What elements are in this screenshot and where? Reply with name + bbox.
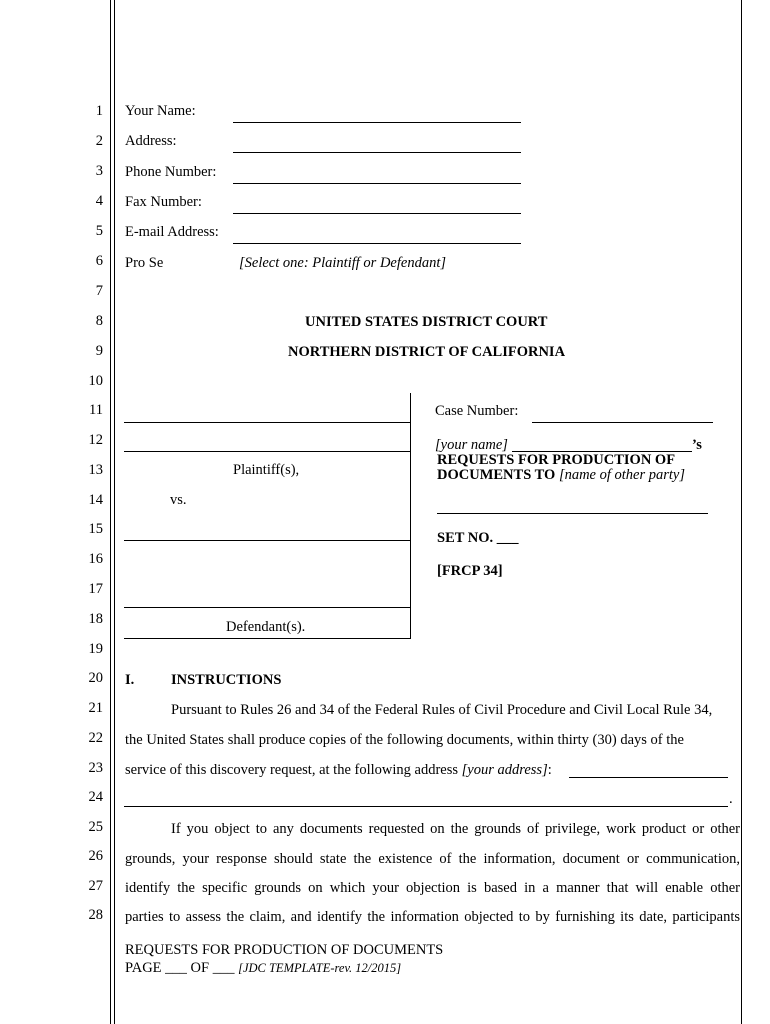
line-number: 23: [88, 760, 103, 776]
phone-number-label: Phone Number:: [125, 164, 217, 180]
set-number: SET NO. ___: [437, 530, 519, 546]
line-number: 5: [95, 223, 103, 239]
your-address-placeholder: [your address]: [461, 762, 548, 778]
line-number: 10: [88, 373, 103, 389]
line-number: 9: [95, 343, 103, 359]
caption-bottom-rule: [124, 638, 411, 639]
line-number: 6: [95, 253, 103, 269]
line-number: 18: [88, 611, 103, 627]
line-number: 3: [95, 163, 103, 179]
defendants-label: Defendant(s).: [226, 619, 306, 635]
line-number: 28: [88, 907, 103, 923]
line-number: 8: [95, 313, 103, 329]
caption-divider: [410, 393, 411, 639]
fax-number-label: Fax Number:: [125, 194, 202, 210]
document-title-line-2: [437, 467, 685, 484]
line-number: 15: [88, 521, 103, 537]
line-number: 27: [88, 878, 103, 894]
line-number: 21: [88, 700, 103, 716]
document-title-line-1: REQUESTS FOR PRODUCTION OF: [437, 452, 676, 468]
plaintiffs-label: Plaintiff(s),: [233, 462, 300, 478]
section-numeral: I.: [125, 672, 135, 688]
other-party-field[interactable]: [437, 513, 708, 514]
line-number: 19: [88, 641, 103, 657]
paragraph-2-line-4: parties to assess the claim, and identify the information objected to by furnishing its date, participants: [125, 909, 740, 925]
paragraph-2-line-3: identify the specific grounds on which your objection is based in a manner that will enable other: [125, 880, 740, 896]
court-district: NORTHERN DISTRICT OF CALIFORNIA: [288, 344, 566, 360]
paragraph-2-line-1: [125, 821, 740, 838]
address-label: Address:: [125, 133, 177, 149]
caption-defendant-line-1[interactable]: [124, 540, 410, 541]
paragraph-1-colon: :: [547, 762, 552, 778]
versus-label: vs.: [170, 492, 187, 508]
line-number: 14: [88, 492, 103, 508]
line-number: 26: [88, 848, 103, 864]
document-title-to: DOCUMENTS TO: [437, 467, 556, 483]
line-number: 17: [88, 581, 103, 597]
email-label: E-mail Address:: [125, 224, 219, 240]
paragraph-2-line-2: grounds, your response should state the existence of the information, document or communication,: [125, 851, 740, 867]
line-number: 11: [89, 402, 103, 418]
footer-title: REQUESTS FOR PRODUCTION OF DOCUMENTS: [125, 942, 444, 958]
your-name-label: Your Name:: [125, 103, 196, 119]
party-role-select-note: [Select one: Plaintiff or Defendant]: [239, 255, 446, 271]
line-number: 22: [88, 730, 103, 746]
line-number: 4: [95, 193, 103, 209]
email-field[interactable]: [233, 243, 521, 244]
paragraph-1-line-2: the United States shall produce copies of the following documents, within thirty (30) days of the: [125, 732, 684, 748]
left-margin-rule-outer: [110, 0, 111, 1024]
line-number: 7: [95, 283, 103, 299]
paragraph-1-line-3-text: service of this discovery request, at the following address: [125, 762, 462, 778]
case-number-label: Case Number:: [435, 403, 519, 419]
address-field[interactable]: [233, 152, 521, 153]
line-number: 13: [88, 462, 103, 478]
line-number: 24: [88, 789, 103, 805]
footer-template-revision: [JDC TEMPLATE-rev. 12/2015]: [238, 961, 402, 975]
caption-plaintiff-line-1[interactable]: [124, 422, 410, 423]
left-margin-rule-inner: [114, 0, 115, 1024]
footer-page-label: PAGE ___ OF ___: [125, 960, 235, 976]
line-number: 25: [88, 819, 103, 835]
line-number: 1: [95, 103, 103, 119]
phone-number-field[interactable]: [233, 183, 521, 184]
line-number: 2: [95, 133, 103, 149]
paragraph-1-line-3: [125, 762, 552, 779]
other-party-placeholder: [name of other party]: [558, 467, 685, 483]
possessive-suffix: ’s: [692, 437, 702, 453]
court-name: UNITED STATES DISTRICT COURT: [305, 314, 548, 330]
your-address-field-1[interactable]: [569, 777, 728, 778]
caption-defendant-line-2[interactable]: [124, 607, 410, 608]
your-name-field[interactable]: [233, 122, 521, 123]
line-number: 12: [88, 432, 103, 448]
caption-plaintiff-line-2[interactable]: [124, 451, 410, 452]
footer-page: [125, 960, 401, 977]
case-number-field[interactable]: [532, 422, 713, 423]
section-heading: INSTRUCTIONS: [171, 672, 282, 688]
paragraph-1-line-1: Pursuant to Rules 26 and 34 of the Federal Rules of Civil Procedure and Civil Local Rule 34,: [171, 702, 713, 718]
frcp-reference: [FRCP 34]: [437, 563, 503, 579]
line-number: 16: [88, 551, 103, 567]
your-address-field-2[interactable]: [124, 806, 728, 807]
paragraph-1-end-period: .: [729, 791, 733, 807]
right-margin-rule: [741, 0, 742, 1024]
line-number: 20: [88, 670, 103, 686]
paragraph-2-line-1-text: If you object to any documents requested on the grounds of privilege, work product or other: [171, 821, 740, 837]
pro-se-label: Pro Se: [125, 255, 164, 271]
fax-number-field[interactable]: [233, 213, 521, 214]
your-name-placeholder: [your name]: [435, 437, 508, 453]
